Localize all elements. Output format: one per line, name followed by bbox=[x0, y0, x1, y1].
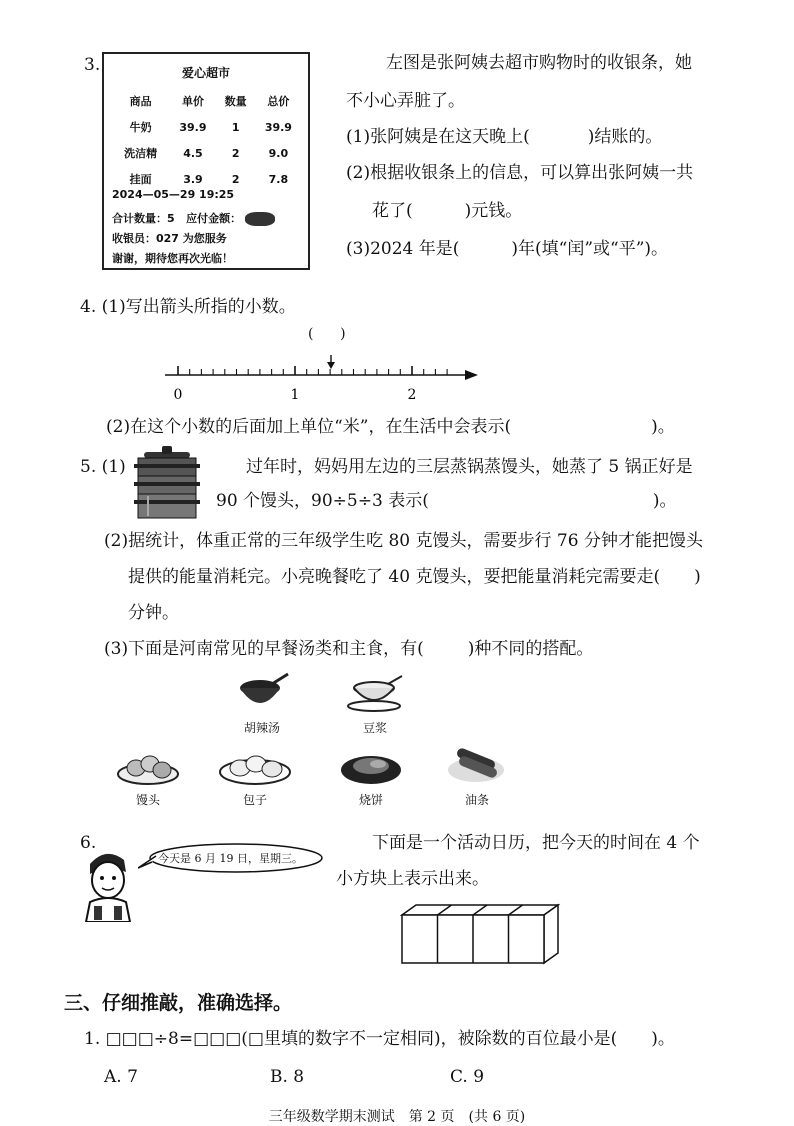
q3-sub2-line2 bbox=[372, 200, 522, 222]
q3-sub3-b: )年(填“闰”或“平”)。 bbox=[511, 239, 669, 259]
soup-doujiang bbox=[344, 672, 406, 736]
receipt-amount-label: 应付金额： bbox=[186, 212, 242, 225]
soymilk-bowl-icon bbox=[344, 672, 406, 716]
pointer-arrowhead bbox=[327, 362, 335, 369]
number-line-arrowhead bbox=[465, 370, 478, 380]
option-c[interactable]: C. 9 bbox=[450, 1067, 485, 1087]
staple-label: 馒头 bbox=[135, 793, 160, 807]
receipt-totals bbox=[112, 210, 275, 226]
staple-youtiao bbox=[446, 740, 508, 808]
receipt-cell: 7.8 bbox=[268, 172, 289, 186]
receipt-header: 数量 bbox=[224, 95, 247, 108]
boy-icon bbox=[76, 846, 136, 922]
q5-sub1-line2-text: 90 个馒头，90÷5÷3 表示( bbox=[216, 491, 429, 511]
q3-intro-line1: 左图是张阿姨去超市购物时的收银条，她 bbox=[386, 53, 692, 73]
baozi-icon bbox=[218, 748, 292, 788]
receipt-cell: 牛奶 bbox=[129, 121, 152, 134]
steamed-bun-icon bbox=[116, 748, 180, 788]
q4-sub1-text: (1)写出箭头所指的小数。 bbox=[101, 297, 296, 317]
q5-sub3-text: (3)下面是河南常见的早餐汤类和主食，有( bbox=[104, 639, 424, 659]
section3-title: 三、仔细推敲，准确选择。 bbox=[64, 992, 293, 1014]
q4-sub1 bbox=[80, 296, 296, 318]
option-a[interactable]: A. 7 bbox=[104, 1067, 138, 1087]
q6-line1: 下面是一个活动日历，把今天的时间在 4 个 bbox=[372, 833, 700, 853]
q5-sub2-line2 bbox=[128, 566, 701, 588]
receipt-datetime: 2024—05—29 19:25 bbox=[112, 188, 235, 201]
staple-baozi bbox=[218, 748, 292, 808]
option-b[interactable]: B. 8 bbox=[270, 1067, 305, 1087]
steamer-icon bbox=[130, 444, 204, 526]
receipt-header: 商品 bbox=[129, 95, 152, 108]
q5-sub3-end: )种不同的搭配。 bbox=[467, 639, 594, 659]
tick-label: 0 bbox=[173, 387, 183, 403]
q5-sub3 bbox=[104, 638, 593, 660]
q5-label bbox=[80, 456, 126, 478]
page-footer: 三年级数学期末测试 第 2 页 (共 6 页) bbox=[268, 1109, 526, 1125]
q5-sub1-line2-end: )。 bbox=[652, 491, 677, 511]
receipt-cell: 洗洁精 bbox=[124, 147, 158, 160]
receipt-header: 总价 bbox=[267, 95, 290, 108]
q4-sub2-text: (2)在这个小数的后面加上单位“米”，在生活中会表示( bbox=[106, 417, 512, 437]
staple-mantou bbox=[116, 748, 180, 808]
receipt-cell: 9.0 bbox=[268, 146, 289, 160]
q4-sub2 bbox=[106, 416, 675, 438]
receipt-cell: 1 bbox=[231, 120, 240, 134]
q4-sub2-end: )。 bbox=[651, 417, 675, 437]
q6-number: 6. bbox=[80, 833, 97, 853]
receipt-cell: 39.9 bbox=[179, 120, 207, 134]
q5-sub1-line1: 过年时，妈妈用左边的三层蒸锅蒸馒头，她蒸了 5 锅正好是 bbox=[246, 457, 693, 477]
section3-q1-end: )。 bbox=[651, 1029, 675, 1049]
q3-sub2-line1: (2)根据收银条上的信息，可以算出张阿姨一共 bbox=[346, 163, 694, 183]
receipt-cell: 挂面 bbox=[129, 173, 152, 186]
staple-label: 油条 bbox=[464, 793, 489, 807]
speech-bubble bbox=[138, 842, 324, 874]
q3-number: 3. bbox=[84, 55, 101, 75]
speech-text: 今天是 6 月 19 日，星期三。 bbox=[158, 852, 303, 865]
arrow-answer-blank: ( ) bbox=[308, 326, 346, 342]
q5-sub1-label: (1) bbox=[101, 457, 126, 477]
q3-sub3 bbox=[346, 238, 668, 260]
youtiao-icon bbox=[446, 740, 508, 788]
receipt-header: 单价 bbox=[181, 95, 204, 108]
section3-q1 bbox=[84, 1028, 675, 1050]
q3-sub2-b: )元钱。 bbox=[464, 201, 523, 221]
q3-sub1-text: (1)张阿姨是在这天晚上( bbox=[346, 127, 530, 147]
q3-intro-line2: 不小心弄脏了。 bbox=[346, 91, 465, 111]
q5-sub1-line2 bbox=[216, 490, 676, 512]
receipt-cell: 2 bbox=[231, 146, 240, 160]
q4-number: 4. bbox=[80, 297, 97, 317]
receipt-cashier: 收银员：027 为您服务 bbox=[112, 232, 227, 245]
number-line-ticks bbox=[178, 366, 447, 375]
tick-label: 1 bbox=[290, 387, 300, 403]
q5-sub2-line2-end: ) bbox=[694, 567, 701, 587]
calendar-cubes bbox=[400, 903, 562, 965]
receipt-cell: 2 bbox=[231, 172, 240, 186]
receipt-row bbox=[112, 140, 302, 166]
staple-shaobing bbox=[338, 748, 404, 808]
section3-q1-text: 1. □□□÷8=□□□(□里填的数字不一定相同)，被除数的百位最小是( bbox=[84, 1029, 618, 1049]
receipt-cell: 4.5 bbox=[183, 146, 203, 160]
staple-label: 烧饼 bbox=[358, 793, 383, 807]
number-line bbox=[160, 355, 490, 407]
q6-line2: 小方块上表示出来。 bbox=[336, 869, 489, 889]
q5-sub2-line3: 分钟。 bbox=[128, 603, 179, 623]
receipt-store-name: 爱心超市 bbox=[181, 66, 230, 80]
receipt-row bbox=[112, 114, 302, 140]
q5-sub2-line1: (2)据统计，体重正常的三年级学生吃 80 克馒头，需要步行 76 分钟才能把馒头 bbox=[104, 531, 703, 551]
staple-label: 包子 bbox=[242, 793, 267, 807]
receipt bbox=[102, 52, 310, 270]
q3-sub1-end: )结账的。 bbox=[587, 127, 663, 147]
soup-label: 豆浆 bbox=[362, 721, 387, 735]
q3-sub2-a: 花了( bbox=[372, 201, 413, 221]
smudge-icon bbox=[245, 212, 275, 226]
receipt-table bbox=[112, 88, 302, 192]
receipt-thanks: 谢谢，期待您再次光临！ bbox=[112, 252, 233, 265]
q5-sub2-line2-text: 提供的能量消耗完。小亮晚餐吃了 40 克馒头，要把能量消耗完需要走( bbox=[128, 567, 661, 587]
receipt-cell: 39.9 bbox=[264, 120, 292, 134]
soup-hulatang bbox=[232, 672, 292, 736]
q3-sub3-a: (3)2024 年是( bbox=[346, 239, 460, 259]
q3-sub1 bbox=[346, 126, 662, 148]
q5-number: 5. bbox=[80, 457, 97, 477]
hulatang-bowl-icon bbox=[232, 672, 292, 716]
receipt-cell: 3.9 bbox=[183, 172, 203, 186]
receipt-total-qty: 合计数量：5 bbox=[112, 212, 175, 225]
soup-label: 胡辣汤 bbox=[243, 721, 280, 735]
shaobing-icon bbox=[338, 748, 404, 788]
tick-label: 2 bbox=[407, 387, 417, 403]
